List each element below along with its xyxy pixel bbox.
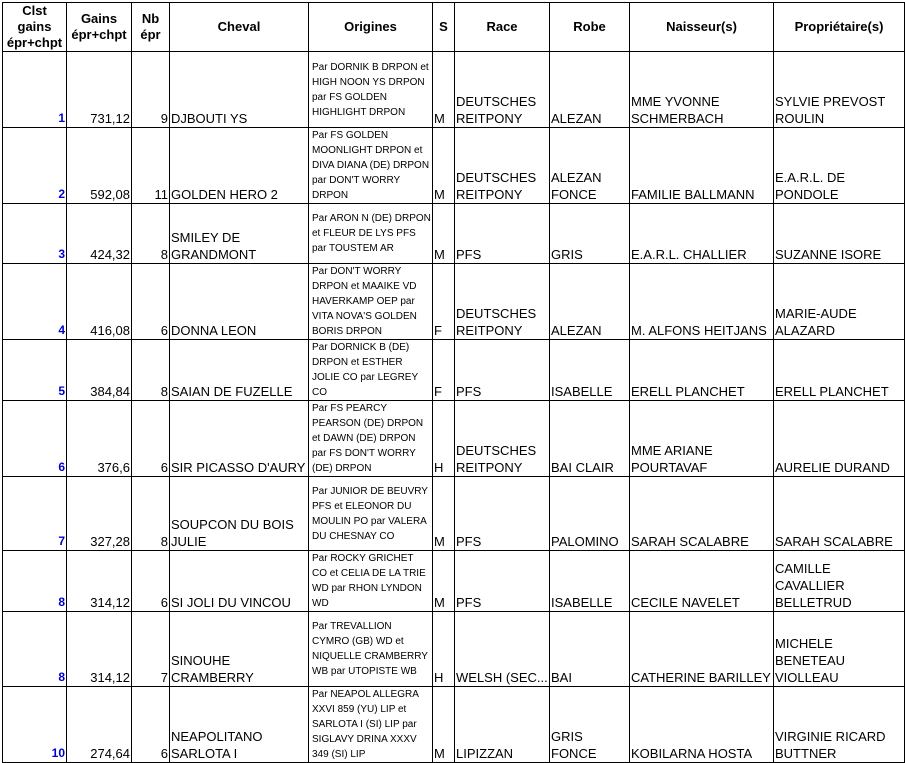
- header-gains[interactable]: Gains épr+chpt: [67, 3, 132, 52]
- clst-cell: 8: [3, 612, 67, 687]
- sexe-cell: H: [433, 612, 455, 687]
- header-clst[interactable]: Clst gains épr+chpt: [3, 3, 67, 52]
- cheval-cell: NEAPOLITANO SARLOTA I: [170, 687, 309, 763]
- gains-cell: 314,12: [67, 551, 132, 612]
- race-cell: PFS: [455, 551, 550, 612]
- proprietaire-cell: MICHELE BENETEAU VIOLLEAU: [774, 612, 905, 687]
- clst-cell: 5: [3, 340, 67, 401]
- robe-cell: ALEZAN: [550, 264, 630, 340]
- cheval-cell: GOLDEN HERO 2: [170, 128, 309, 204]
- origines-cell: Par FS PEARCY PEARSON (DE) DRPON et DAWN (DE) DRPON par FS DON'T WORRY (DE) DRPON: [309, 401, 433, 477]
- robe-cell: PALOMINO: [550, 477, 630, 551]
- origines-cell: Par DORNIK B DRPON et HIGH NOON YS DRPON par FS GOLDEN HIGHLIGHT DRPON: [309, 52, 433, 128]
- origines-cell: Par DORNICK B (DE) DRPON et ESTHER JOLIE CO par LEGREY CO: [309, 340, 433, 401]
- proprietaire-cell: VIRGINIE RICARD BUTTNER: [774, 687, 905, 763]
- robe-cell: ISABELLE: [550, 551, 630, 612]
- table-row[interactable]: [3, 687, 905, 763]
- nb-cell: 7: [132, 612, 170, 687]
- gains-cell: 327,28: [67, 477, 132, 551]
- proprietaire-cell: SUZANNE ISORE: [774, 204, 905, 264]
- table-row[interactable]: [3, 551, 905, 612]
- cheval-cell: SIR PICASSO D'AURY: [170, 401, 309, 477]
- robe-cell: GRIS FONCE: [550, 687, 630, 763]
- robe-cell: BAI: [550, 612, 630, 687]
- clst-cell: 2: [3, 128, 67, 204]
- origines-cell: Par NEAPOL ALLEGRA XXVI 859 (YU) LIP et SARLOTA I (SI) LIP par SIGLAVY DRINA XXXV 349 (SI) LIP: [309, 687, 433, 763]
- table-row[interactable]: [3, 612, 905, 687]
- naisseur-cell: E.A.R.L. CHALLIER: [630, 204, 774, 264]
- race-cell: DEUTSCHES REITPONY: [455, 52, 550, 128]
- proprietaire-cell: ERELL PLANCHET: [774, 340, 905, 401]
- table-row[interactable]: [3, 340, 905, 401]
- gains-cell: 376,6: [67, 401, 132, 477]
- header-race[interactable]: Race: [455, 3, 550, 52]
- race-cell: LIPIZZAN: [455, 687, 550, 763]
- origines-cell: Par JUNIOR DE BEUVRY PFS et ELEONOR DU MOULIN PO par VALERA DU CHESNAY CO: [309, 477, 433, 551]
- origines-cell: Par ROCKY GRICHET CO et CELIA DE LA TRIE WD par RHON LYNDON WD: [309, 551, 433, 612]
- table-row[interactable]: [3, 401, 905, 477]
- origines-cell: Par TREVALLION CYMRO (GB) WD et NIQUELLE CRAMBERRY WB par UTOPISTE WB: [309, 612, 433, 687]
- cheval-cell: SI JOLI DU VINCOU: [170, 551, 309, 612]
- nb-cell: 6: [132, 551, 170, 612]
- gains-cell: 274,64: [67, 687, 132, 763]
- origines-cell: Par DON'T WORRY DRPON et MAAIKE VD HAVERKAMP OEP par VITA NOVA'S GOLDEN BORIS DRPON: [309, 264, 433, 340]
- gains-cell: 416,08: [67, 264, 132, 340]
- clst-cell: 8: [3, 551, 67, 612]
- sexe-cell: M: [433, 52, 455, 128]
- sexe-cell: M: [433, 551, 455, 612]
- clst-cell: 4: [3, 264, 67, 340]
- race-cell: DEUTSCHES REITPONY: [455, 128, 550, 204]
- naisseur-cell: SARAH SCALABRE: [630, 477, 774, 551]
- naisseur-cell: CECILE NAVELET: [630, 551, 774, 612]
- nb-cell: 6: [132, 687, 170, 763]
- nb-cell: 8: [132, 204, 170, 264]
- table-row[interactable]: [3, 204, 905, 264]
- sexe-cell: M: [433, 477, 455, 551]
- proprietaire-cell: AURELIE DURAND: [774, 401, 905, 477]
- race-cell: DEUTSCHES REITPONY: [455, 264, 550, 340]
- cheval-cell: SOUPCON DU BOIS JULIE: [170, 477, 309, 551]
- results-table: [2, 2, 905, 763]
- proprietaire-cell: SARAH SCALABRE: [774, 477, 905, 551]
- sexe-cell: H: [433, 401, 455, 477]
- race-cell: DEUTSCHES REITPONY: [455, 401, 550, 477]
- nb-cell: 6: [132, 264, 170, 340]
- nb-cell: 6: [132, 401, 170, 477]
- robe-cell: GRIS: [550, 204, 630, 264]
- sexe-cell: M: [433, 128, 455, 204]
- naisseur-cell: FAMILIE BALLMANN: [630, 128, 774, 204]
- sexe-cell: F: [433, 264, 455, 340]
- nb-cell: 8: [132, 340, 170, 401]
- proprietaire-cell: CAMILLE CAVALLIER BELLETRUD: [774, 551, 905, 612]
- robe-cell: BAI CLAIR: [550, 401, 630, 477]
- header-sexe[interactable]: S: [433, 3, 455, 52]
- header-cheval[interactable]: Cheval: [170, 3, 309, 52]
- table-row[interactable]: [3, 264, 905, 340]
- gains-cell: 384,84: [67, 340, 132, 401]
- cheval-cell: SINOUHE CRAMBERRY: [170, 612, 309, 687]
- gains-cell: 592,08: [67, 128, 132, 204]
- clst-cell: 7: [3, 477, 67, 551]
- table-row[interactable]: [3, 128, 905, 204]
- clst-cell: 3: [3, 204, 67, 264]
- proprietaire-cell: MARIE-AUDE ALAZARD: [774, 264, 905, 340]
- clst-cell: 1: [3, 52, 67, 128]
- sexe-cell: M: [433, 687, 455, 763]
- header-row: [3, 3, 905, 52]
- gains-cell: 731,12: [67, 52, 132, 128]
- origines-cell: Par FS GOLDEN MOONLIGHT DRPON et DIVA DIANA (DE) DRPON par DON'T WORRY DRPON: [309, 128, 433, 204]
- table-row[interactable]: [3, 52, 905, 128]
- cheval-cell: DJBOUTI YS: [170, 52, 309, 128]
- naisseur-cell: CATHERINE BARILLEY: [630, 612, 774, 687]
- header-origines[interactable]: Origines: [309, 3, 433, 52]
- table-row[interactable]: [3, 477, 905, 551]
- naisseur-cell: ERELL PLANCHET: [630, 340, 774, 401]
- sexe-cell: M: [433, 204, 455, 264]
- origines-cell: Par ARON N (DE) DRPON et FLEUR DE LYS PFS par TOUSTEM AR: [309, 204, 433, 264]
- proprietaire-cell: E.A.R.L. DE PONDOLE: [774, 128, 905, 204]
- robe-cell: ISABELLE: [550, 340, 630, 401]
- race-cell: PFS: [455, 477, 550, 551]
- race-cell: PFS: [455, 204, 550, 264]
- proprietaire-cell: SYLVIE PREVOST ROULIN: [774, 52, 905, 128]
- robe-cell: ALEZAN FONCE: [550, 128, 630, 204]
- nb-cell: 8: [132, 477, 170, 551]
- naisseur-cell: KOBILARNA HOSTA: [630, 687, 774, 763]
- cheval-cell: SAIAN DE FUZELLE: [170, 340, 309, 401]
- gains-cell: 314,12: [67, 612, 132, 687]
- header-naisseur[interactable]: Naisseur(s): [630, 3, 774, 52]
- nb-cell: 9: [132, 52, 170, 128]
- nb-cell: 11: [132, 128, 170, 204]
- gains-cell: 424,32: [67, 204, 132, 264]
- race-cell: WELSH (SEC...: [455, 612, 550, 687]
- robe-cell: ALEZAN: [550, 52, 630, 128]
- clst-cell: 10: [3, 687, 67, 763]
- naisseur-cell: M. ALFONS HEITJANS: [630, 264, 774, 340]
- race-cell: PFS: [455, 340, 550, 401]
- header-proprietaire[interactable]: Propriétaire(s): [774, 3, 905, 52]
- header-robe[interactable]: Robe: [550, 3, 630, 52]
- naisseur-cell: MME YVONNE SCHMERBACH: [630, 52, 774, 128]
- sexe-cell: F: [433, 340, 455, 401]
- cheval-cell: SMILEY DE GRANDMONT: [170, 204, 309, 264]
- header-nb[interactable]: Nb épr: [132, 3, 170, 52]
- naisseur-cell: MME ARIANE POURTAVAF: [630, 401, 774, 477]
- clst-cell: 6: [3, 401, 67, 477]
- cheval-cell: DONNA LEON: [170, 264, 309, 340]
